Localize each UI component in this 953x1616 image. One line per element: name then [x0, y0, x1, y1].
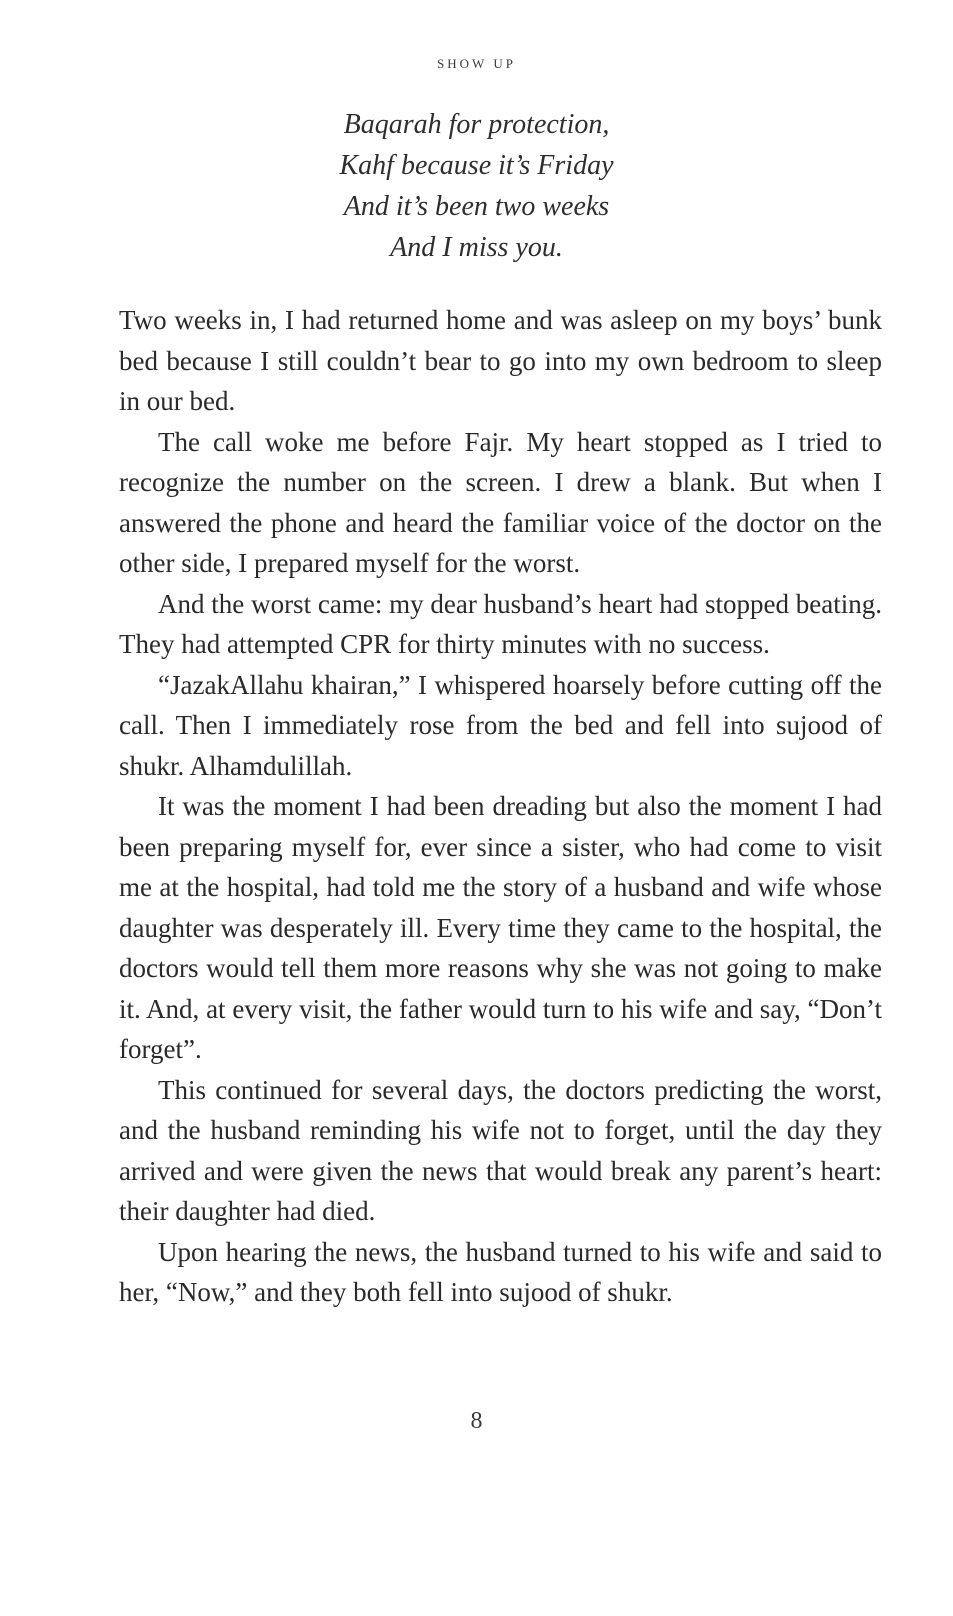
paragraph: Two weeks in, I had returned home and was asleep on my boys’ bunk bed because I still couldn’t bear to go into my own bedroom to sleep in our bed.: [119, 305, 882, 416]
page-number: 8: [470, 1408, 483, 1434]
poem-epigraph: [0, 104, 953, 268]
poem-line: Baqarah for protection,: [343, 109, 610, 140]
paragraph: “JazakAllahu khairan,” I whispered hoarsely before cutting off the call. Then I immediately rose from the bed and fell into sujood of shukr. Alhamdulillah.: [119, 669, 882, 781]
running-head: SHOW UP: [437, 56, 516, 71]
body-text: [119, 300, 882, 1313]
poem-line: And it’s been two weeks: [343, 191, 610, 222]
paragraph: This continued for several days, the doctors predicting the worst, and the husband reminding his wife not to forget, until the day they arrived and were given the news that would break any parent’s heart: their daughter had died.: [119, 1074, 882, 1226]
paragraph: It was the moment I had been dreading but also the moment I had been preparing myself for, ever since a sister, who had come to visit me at the hospital, had told me the story of a husband and wife whose daughter was desperately ill. Every time they came to the hospital, the doctors would tell them more reasons why she was not going to make it. And, at every visit, the father would turn to his wife and say, “Don’t forget”.: [119, 791, 882, 1064]
paragraph: Upon hearing the news, the husband turned to his wife and said to her, “Now,” and they both fell into sujood of shukr.: [119, 1236, 882, 1307]
poem-line: And I miss you.: [390, 232, 563, 263]
paragraph: The call woke me before Fajr. My heart stopped as I tried to recognize the number on the screen. I drew a blank. But when I answered the phone and heard the familiar voice of the doctor on the other side, I prepared myself for the worst.: [119, 426, 882, 578]
poem-line: Kahf because it’s Friday: [339, 150, 614, 181]
paragraph: And the worst came: my dear husband’s heart had stopped beating. They had attempted CPR for thirty minutes with no success.: [119, 588, 882, 659]
